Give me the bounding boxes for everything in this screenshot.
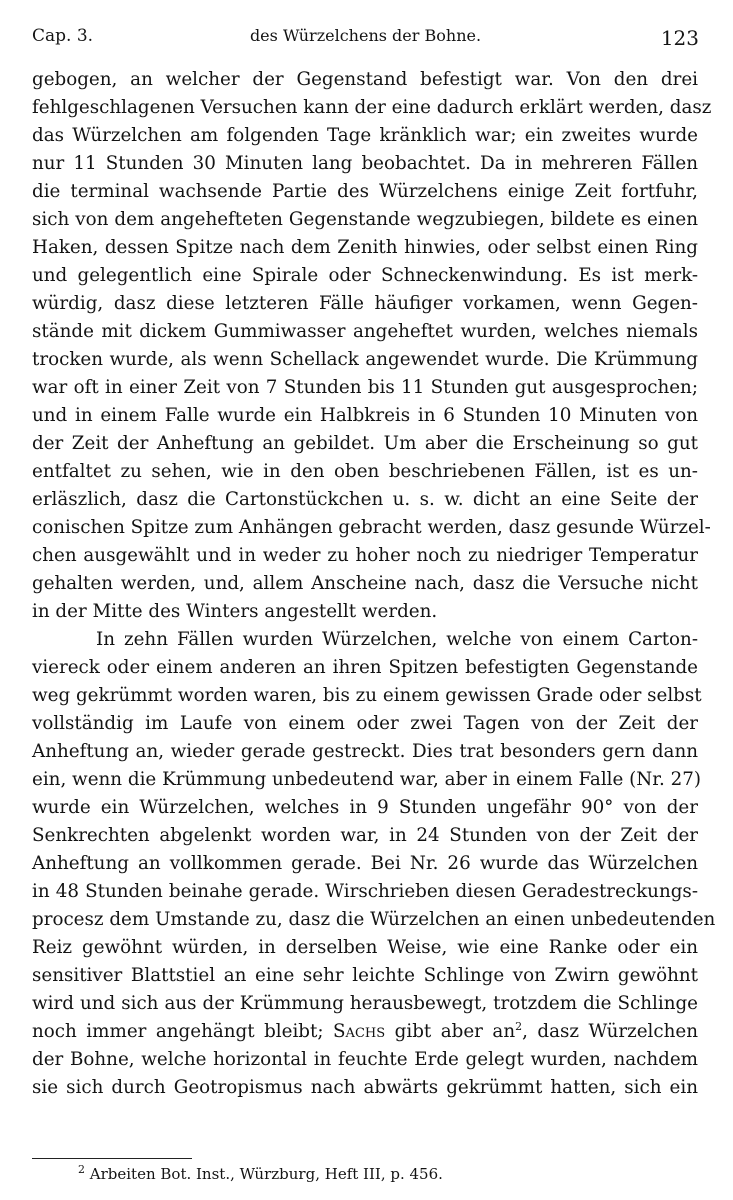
text-line: vollständig im Laufe von einem oder zwei Tagen von der Zeit der bbox=[32, 713, 698, 734]
text-line: gehalten werden, und, allem Anscheine nach, dasz die Versuche nicht bbox=[32, 573, 698, 594]
text-line-with-citation bbox=[32, 1018, 698, 1046]
text-line: viereck oder einem anderen an ihren Spitzen befestigten Gegenstande bbox=[32, 657, 698, 678]
text-line: in 48 Stunden beinahe gerade. Wirschrieben diesen Geradestreckungs- bbox=[32, 881, 698, 902]
footnote-separator bbox=[32, 1158, 192, 1159]
paragraph-first-line: In zehn Fällen wurden Würzelchen, welche von einem Carton- bbox=[96, 629, 698, 650]
text-line: weg gekrümmt worden waren, bis zu einem gewissen Grade oder selbst bbox=[32, 685, 702, 706]
paragraph-end-line: in der Mitte des Winters angestellt werden. bbox=[32, 601, 438, 622]
text-line: und in einem Falle wurde ein Halbkreis in 6 Stunden 10 Minuten von bbox=[32, 405, 698, 426]
text-line: procesz dem Umstande zu, dasz die Würzelchen an einen unbedeutenden bbox=[32, 909, 716, 930]
footnote bbox=[78, 1163, 443, 1185]
text-line: Senkrechten abgelenkt worden war, in 24 Stunden von der Zeit der bbox=[32, 825, 698, 846]
text-line: entfaltet zu sehen, wie in den oben beschriebenen Fällen, ist es un- bbox=[32, 461, 698, 482]
footnote-number: 2 bbox=[78, 1163, 85, 1176]
line-middle: gibt aber an bbox=[394, 1021, 516, 1042]
line-start: noch immer angehängt bleibt; bbox=[32, 1021, 324, 1042]
text-line: conischen Spitze zum Anhängen gebracht werden, dasz gesunde Würzel- bbox=[32, 517, 711, 538]
text-line: die terminal wachsende Partie des Würzelchens einige Zeit fortfuhr, bbox=[32, 181, 698, 202]
text-line: der Bohne, welche horizontal in feuchte Erde gelegt wurden, nachdem bbox=[32, 1049, 698, 1070]
author-name: Sachs bbox=[333, 1021, 386, 1042]
text-line: und gelegentlich eine Spirale oder Schneckenwindung. Es ist merk- bbox=[32, 265, 698, 286]
text-line: Anheftung an, wieder gerade gestreckt. Dies trat besonders gern dann bbox=[32, 741, 698, 762]
text-line: fehlgeschlagenen Versuchen kann der eine dadurch erklärt werden, dasz bbox=[32, 97, 712, 118]
text-line: das Würzelchen am folgenden Tage kränklich war; ein zweites wurde bbox=[32, 125, 698, 146]
text-line: Reiz gewöhnt würden, in derselben Weise, wie eine Ranke oder ein bbox=[32, 937, 698, 958]
running-header bbox=[32, 20, 699, 54]
text-line: würdig, dasz diese letzteren Fälle häufiger vorkamen, wenn Gegen- bbox=[32, 293, 698, 314]
text-line: gebogen, an welcher der Gegenstand befestigt war. Von den drei bbox=[32, 69, 698, 90]
page-number: 123 bbox=[660, 26, 699, 50]
text-line: sie sich durch Geotropismus nach abwärts gekrümmt hatten, sich ein bbox=[32, 1077, 698, 1098]
text-line: sich von dem angehefteten Gegenstande wegzubiegen, bildete es einen bbox=[32, 209, 698, 230]
text-line: ein, wenn die Krümmung unbedeutend war, aber in einem Falle (Nr. 27) bbox=[32, 769, 702, 790]
text-line: sensitiver Blattstiel an eine sehr leichte Schlinge von Zwirn gewöhnt bbox=[32, 965, 698, 986]
text-line: der Zeit der Anheftung an gebildet. Um aber die Erscheinung so gut bbox=[32, 433, 698, 454]
text-line: Anheftung an vollkommen gerade. Bei Nr. 26 wurde das Würzelchen bbox=[32, 853, 698, 874]
text-line: trocken wurde, als wenn Schellack angewendet wurde. Die Krümmung bbox=[32, 349, 698, 370]
text-line: wird und sich aus der Krümmung herausbewegt, trotzdem die Schlinge bbox=[32, 993, 698, 1014]
body-text bbox=[32, 66, 716, 1102]
text-line: Haken, dessen Spitze nach dem Zenith hinwies, oder selbst einen Ring bbox=[32, 237, 698, 258]
chapter-label: Cap. 3. bbox=[32, 26, 94, 46]
text-line: wurde ein Würzelchen, welches in 9 Stunden ungefähr 90° von der bbox=[32, 797, 698, 818]
line-end: , dasz Würzelchen bbox=[522, 1021, 699, 1042]
text-line: nur 11 Stunden 30 Minuten lang beobachtet. Da in mehreren Fällen bbox=[32, 153, 698, 174]
running-title: des Würzelchens der Bohne. bbox=[249, 26, 482, 45]
text-line: stände mit dickem Gummiwasser angeheftet wurden, welches niemals bbox=[32, 321, 698, 342]
text-line: chen ausgewählt und in weder zu hoher noch zu niedriger Temperatur bbox=[32, 545, 698, 566]
text-line: erläszlich, dasz die Cartonstückchen u. s. w. dicht an eine Seite der bbox=[32, 489, 698, 510]
footnote-reference[interactable]: 2 bbox=[515, 1019, 523, 1033]
footnote-text: Arbeiten Bot. Inst., Würzburg, Heft III, p. 456. bbox=[89, 1165, 443, 1183]
text-line: war oft in einer Zeit von 7 Stunden bis 11 Stunden gut ausgesprochen; bbox=[32, 377, 698, 398]
